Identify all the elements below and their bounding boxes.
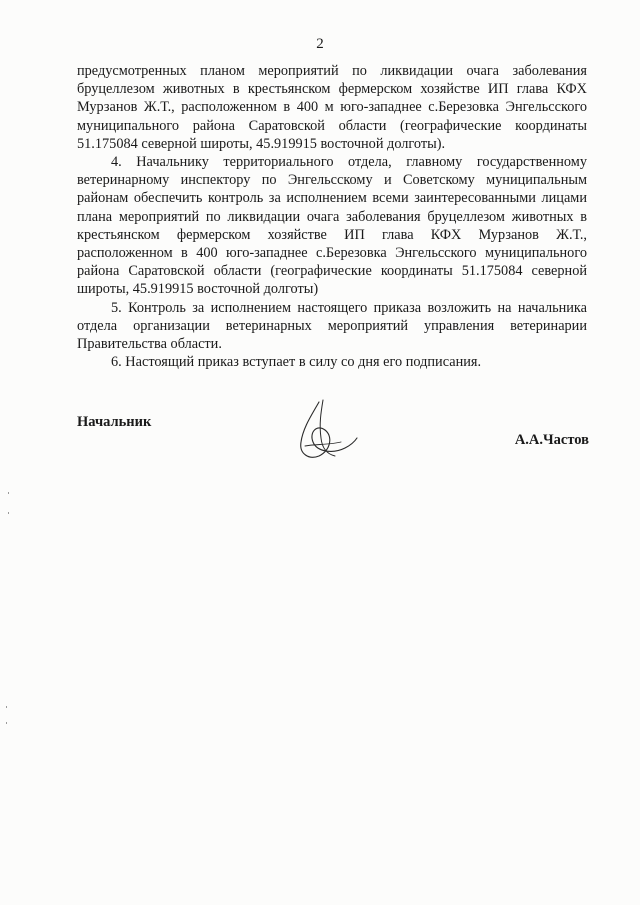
document-body [77, 62, 587, 371]
paragraph-item-4: 4. Начальнику территориального отдела, главному государственному ветеринарному инспектору по Энгельсскому и Советскому муниципальным районам обеспечить контроль за исполнением всеми заинтересованными лицами плана мероприятий по ликвидации очага заболевания бруцеллезом животных в крестьянском фермерском хозяйстве ИП глава КФХ Мурзанов Ж.Т., расположенном в 400 юго-западнее с.Березовка Энгельсского муниципального района Саратовской области (географические координаты 51.175084 северной широты, 45.919915 восточной долготы) [77, 154, 587, 298]
scan-speck [6, 706, 7, 708]
signatory-name: А.А.Частов [514, 432, 589, 448]
scan-speck [6, 722, 7, 724]
signature-block [77, 410, 589, 470]
paragraph-continuation: предусмотренных планом мероприятий по ликвидации очага заболевания бруцеллезом животных в крестьянском фермерском хозяйстве ИП глава КФХ Мурзанов Ж.Т., расположенном в 400 м юго-западнее с.Березовка Энгельсского муниципального района Саратовской области (географические координаты 51.175084 северной широты, 45.919915 восточной долготы). [77, 63, 587, 152]
scan-speck [8, 492, 9, 494]
paragraph-item-5: 5. Контроль за исполнением настоящего приказа возложить на начальника отдела организации ветеринарных мероприятий управления ветеринарии Правительства области. [77, 299, 587, 353]
page-number: 2 [316, 36, 324, 52]
paragraph-item-6: 6. Настоящий приказ вступает в силу со дня его подписания. [111, 354, 482, 371]
handwritten-signature [289, 398, 359, 466]
signatory-title: Начальник [77, 414, 152, 430]
scan-speck [8, 512, 9, 514]
